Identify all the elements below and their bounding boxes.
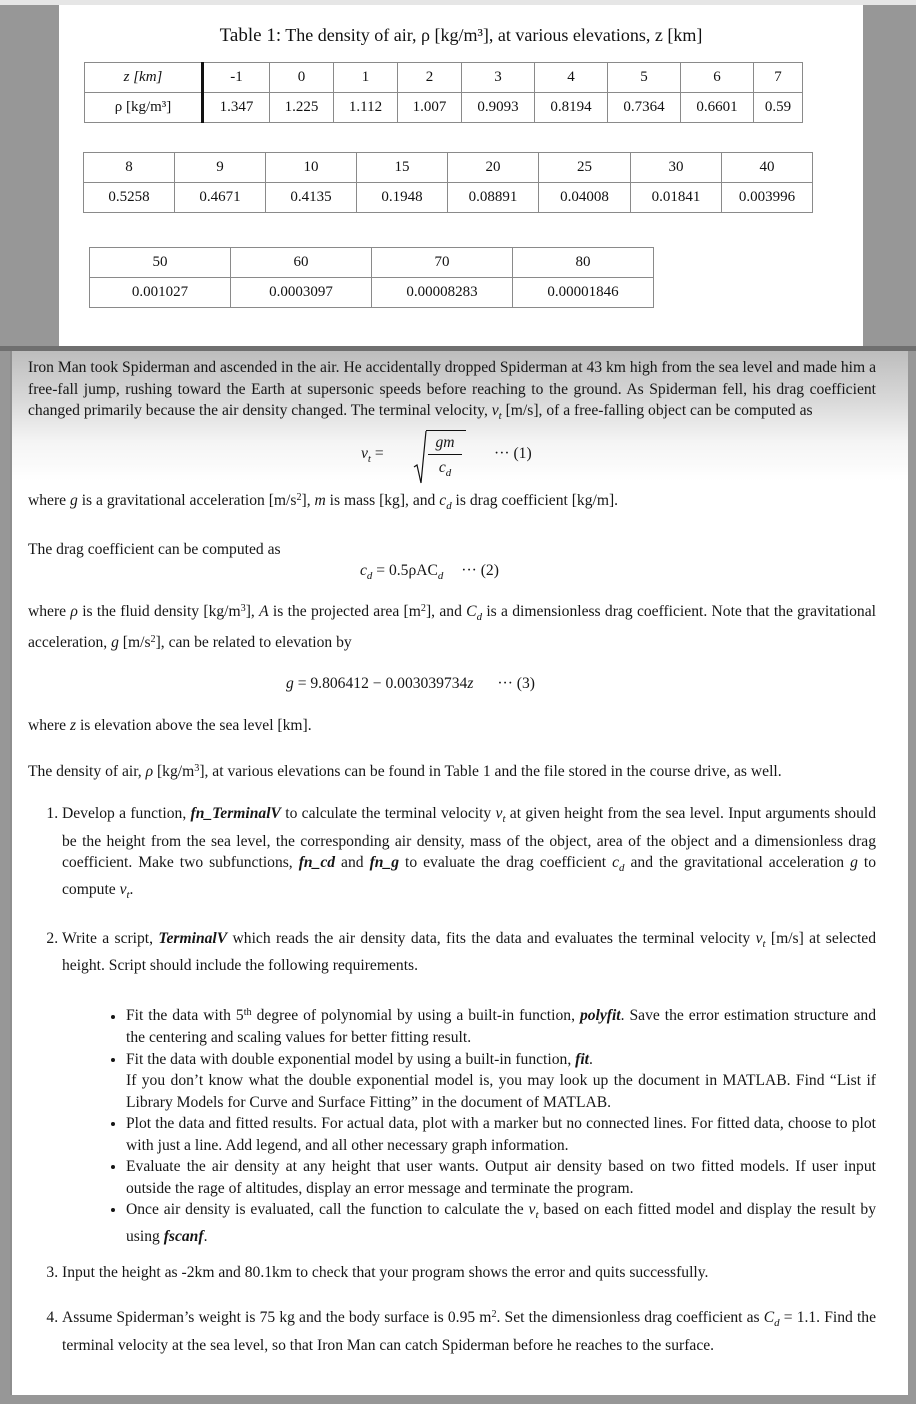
equation-1: $v_t$ = gm $c_d$ ··· (1) xyxy=(28,429,876,485)
table-cell: 70 xyxy=(372,248,513,278)
equation-2: $c_d = 0.5\rho AC_d$ ··· (2) xyxy=(360,562,499,582)
table-cell: 0.7364 xyxy=(608,93,681,123)
table-cell: 80 xyxy=(513,248,654,278)
requirement-item: • Plot the data and fitted results. For actual data, plot with a marker but no connected lines. For fitted data, choose to plot with just a line. Add legend, and all other necessary graph information. xyxy=(126,1113,876,1156)
table-cell: 50 xyxy=(90,248,231,278)
table-cell: 0.5258 xyxy=(84,183,175,213)
table-cell: 0.8194 xyxy=(535,93,608,123)
table-cell: 4 xyxy=(535,63,608,93)
table-cell: 0.6601 xyxy=(681,93,754,123)
table-cell: 0.04008 xyxy=(539,183,631,213)
task-item-3: 3. Input the height as -2km and 80.1km to check that your program shows the error and quits successfully. xyxy=(62,1262,876,1284)
where-eq3: where z is elevation above the sea level [km]. xyxy=(28,717,312,735)
table-cell: 25 xyxy=(539,153,631,183)
table-cell: 30 xyxy=(631,153,722,183)
table-cell: 0 xyxy=(270,63,334,93)
table-row-z xyxy=(85,63,803,93)
problem-content xyxy=(28,357,876,1356)
table-page xyxy=(59,5,863,346)
table-cell: 1.112 xyxy=(334,93,398,123)
table-cell: 0.4671 xyxy=(175,183,266,213)
table-cell: 0.1948 xyxy=(357,183,448,213)
table-cell: 2 xyxy=(398,63,462,93)
table-cell: 1 xyxy=(334,63,398,93)
table-cell: 1.225 xyxy=(270,93,334,123)
table-row-z xyxy=(84,153,813,183)
table-cell: 9 xyxy=(175,153,266,183)
table-cell: 15 xyxy=(357,153,448,183)
table-cell: 10 xyxy=(266,153,357,183)
table-cell: 60 xyxy=(231,248,372,278)
where-eq1: where g is a gravitational acceleration $[m/s^2]$, m is mass [kg], and $c_d$ is drag coefficient [kg/m]. xyxy=(28,492,619,513)
requirement-item: • Evaluate the air density at any height that user wants. Output air density based on two fitted models. If user input outside the rage of altitudes, display an error message and terminate the program. xyxy=(126,1156,876,1199)
table-cell: 5 xyxy=(608,63,681,93)
density-note: The density of air, ρ $[kg/m^3]$, at various elevations can be found in Table 1 and the file stored in the course drive, as well. xyxy=(28,762,782,780)
density-table-2 xyxy=(83,152,813,213)
requirement-item: • Once air density is evaluated, call the function to calculate the $v_t$ based on each fitted model and display the result by using fscanf. xyxy=(126,1199,876,1248)
table-cell: 6 xyxy=(681,63,754,93)
table-cell: -1 xyxy=(203,63,270,93)
table-cell: 3 xyxy=(462,63,535,93)
table-cell: 20 xyxy=(448,153,539,183)
table-cell: 8 xyxy=(84,153,175,183)
where-eq2: where ρ is the fluid density $[kg/m^3]$, A is the projected area $[m^2]$, and $C_d$ is a dimensionless drag coefficient. Note that the gravitational acceleration, g $[m/s^2]$, can be related to elevation by xyxy=(28,603,876,651)
task-item-4: 4. Assume Spiderman’s weight is 75 kg and the body surface is 0.95 $m^2$. Set the dimensionless drag coefficient as $C_d = 1.1$. Find the terminal velocity at the sea level, so that Iron Man can catch Spiderman before he reaches to the surface. xyxy=(62,1304,876,1356)
equation-3: g = 9.806412 − 0.003039734z ··· (3) xyxy=(286,675,535,693)
table-caption xyxy=(59,25,863,47)
row-header-z: z [km] xyxy=(85,63,203,93)
row-header-rho: ρ [kg/m³] xyxy=(85,93,203,123)
requirement-item: • Fit the data with double exponential model by using a built-in function, fit. If you don’t know what the double exponential model is, you may look up the document in MATLAB. Find “List if Library Models for Curve and Surface Fitting” in the document of MATLAB. xyxy=(126,1049,876,1114)
table-row-rho xyxy=(84,183,813,213)
caption-lead: Table 1: xyxy=(219,25,282,46)
requirements-list xyxy=(28,1002,876,1247)
density-table-3 xyxy=(89,247,654,308)
problem-page xyxy=(10,351,908,1395)
requirement-item: • Fit the data with 5th degree of polynomial by using a built-in function, polyfit. Save the error estimation structure and the centering and scaling values for better fitting result. xyxy=(126,1002,876,1048)
task-item-1: 1. Develop a function, fn_TerminalV to calculate the terminal velocity $v_t$ at given height from the sea level. Input arguments should be the height from the sea level, the corresponding air density, mass of the object, area of the object and a dimensionless drag coefficient. Make two subfunctions, fn_cd and fn_g to evaluate the drag coefficient $c_d$ and the gravitational acceleration g to compute $v_t$. xyxy=(62,803,876,906)
task-item-2: 2. Write a script, TerminalV which reads the air density data, fits the data and evaluates the terminal velocity $v_t$ [m/s] at selected height. Script should include the following requirements. • Fit the data with 5th degree of polynomial by using a built-in function, polyfit. Save the error estimation structure and the centering and scaling values for better fitting result. • Fit the data with double exponential model by using a built-in function, fit. If you don’t know what the double exponential model is, you may look up the document in MATLAB. Find “List if Library Models for Curve and Surface Fitting” in the document of MATLAB. • Plot the data and fitted results. For actual data, plot with a marker but no connected lines. For fitted data, choose to plot with just a line. Add legend, and all other necessary graph information. • Evaluate the air density at any height that user wants. Output air density based on two fitted models. If user input outside the rage of altitudes, display an error message and terminate the program. • Once air density is evaluated, call the function to calculate the $v_t$ based on each fitted model and display the result by using fscanf. xyxy=(62,928,876,1248)
table-cell: 0.003996 xyxy=(722,183,813,213)
table-cell: 0.9093 xyxy=(462,93,535,123)
table-cell: 0.4135 xyxy=(266,183,357,213)
table-cell: 0.0003097 xyxy=(231,278,372,308)
table-row-rho xyxy=(85,93,803,123)
intro-paragraph: Iron Man took Spiderman and ascended in the air. He accidentally dropped Spiderman at 43 km high from the sea level and made him a free-fall jump, rushing toward the Earth at supersonic speeds before reaching to the ground. As Spiderman fell, his drag coefficient changed primarily because the air density changed. The terminal velocity, $v_t$ [m/s], of a free-falling object can be computed as xyxy=(28,359,876,422)
table-cell: 0.59 xyxy=(754,93,803,123)
density-table-1 xyxy=(84,62,803,123)
table-row-rho xyxy=(90,278,654,308)
table-cell: 0.01841 xyxy=(631,183,722,213)
table-cell: 0.08891 xyxy=(448,183,539,213)
table-row-z xyxy=(90,248,654,278)
table-cell: 7 xyxy=(754,63,803,93)
task-list xyxy=(28,803,876,1356)
table-cell: 0.00001846 xyxy=(513,278,654,308)
sqrt-fraction: gm $c_d$ xyxy=(413,429,473,485)
table-cell: 1.007 xyxy=(398,93,462,123)
table-cell: 0.001027 xyxy=(90,278,231,308)
caption-text: The density of air, ρ [kg/m³], at various elevations, z [km] xyxy=(281,25,703,45)
table-cell: 40 xyxy=(722,153,813,183)
radical-sign-icon xyxy=(413,429,427,485)
table-cell: 1.347 xyxy=(203,93,270,123)
drag-intro: The drag coefficient can be computed as xyxy=(28,540,281,558)
table-cell: 0.00008283 xyxy=(372,278,513,308)
